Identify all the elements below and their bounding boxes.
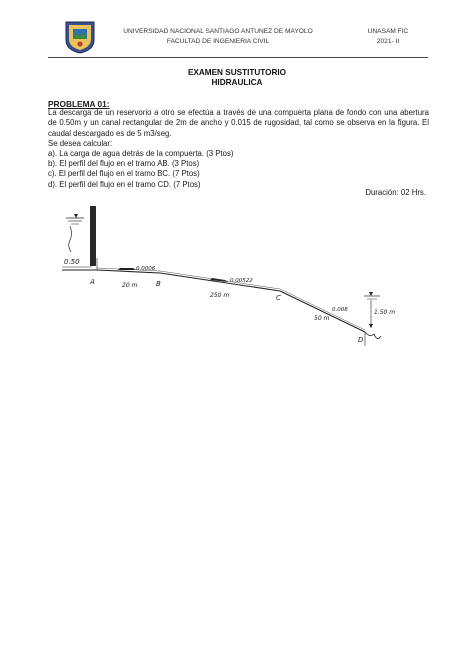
question-c: c). El perfil del flujo en el tramo BC. (7 Ptos) [48, 169, 200, 179]
question-d: d). El perfil del flujo en el tramo CD. (7 Ptos) [48, 179, 201, 189]
problem-label: PROBLEMA 01: [48, 99, 110, 109]
institution-code: UNASAM FIC [367, 28, 409, 35]
water-mark-ab [118, 268, 136, 270]
exam-subject: HIDRAULICA [211, 78, 263, 87]
academic-term: 2021- II [376, 38, 400, 45]
length-bc-label: 250 m [210, 292, 230, 299]
length-ab-label: 20 m [122, 282, 138, 289]
question-a: a). La carga de agua detrás de la compuerta. (3 Ptos) [48, 149, 234, 158]
downstream-depth-label: 1.50 m [374, 309, 396, 316]
header-divider [48, 57, 428, 58]
channel-profile-figure [40, 196, 440, 356]
university-name: UNIVERSIDAD NACIONAL SANTIAGO ANTUNEZ DE MAYOLO [123, 28, 313, 35]
slope-cd-label: 0.008 [332, 307, 348, 313]
point-d-label: D [358, 336, 364, 344]
faculty-name: FACULTAD DE INGENIERIA CIVIL [166, 38, 270, 45]
header-institution-block [110, 27, 326, 47]
exam-duration: Duración: 02 Hrs. [365, 188, 426, 197]
slope-bc-label: 0.00522 [230, 278, 253, 284]
point-c-label: C [276, 294, 281, 302]
university-shield-logo-icon [64, 20, 96, 54]
slope-ab-label: 0.0006 [136, 266, 156, 272]
question-list [48, 149, 234, 190]
question-b: b). El perfil del flujo en el tramo AB. (3 Ptos) [48, 159, 200, 169]
gate-opening-label: 0.50 [64, 258, 80, 266]
sluice-gate [90, 206, 96, 266]
reservoir-water-surface [66, 214, 84, 252]
header-term-block [362, 27, 414, 47]
length-cd-label: 50 m [314, 315, 330, 322]
exam-title: EXAMEN SUSTITUTORIO [187, 68, 287, 77]
problem-intro: Se desea calcular: [48, 139, 113, 148]
problem-statement: La descarga de un reservorio a otro se efectúa a través de una compuerta plana de fondo con una abertura de 0.50m y un canal rectangular de 2m de ancho y 0.015 de rugosidad, tal como se observa en la figura. El caudal descargado es de 5 m3/seg. [48, 108, 429, 138]
downstream-reservoir [364, 292, 381, 346]
point-b-label: B [156, 280, 161, 288]
point-a-label: A [90, 278, 95, 286]
